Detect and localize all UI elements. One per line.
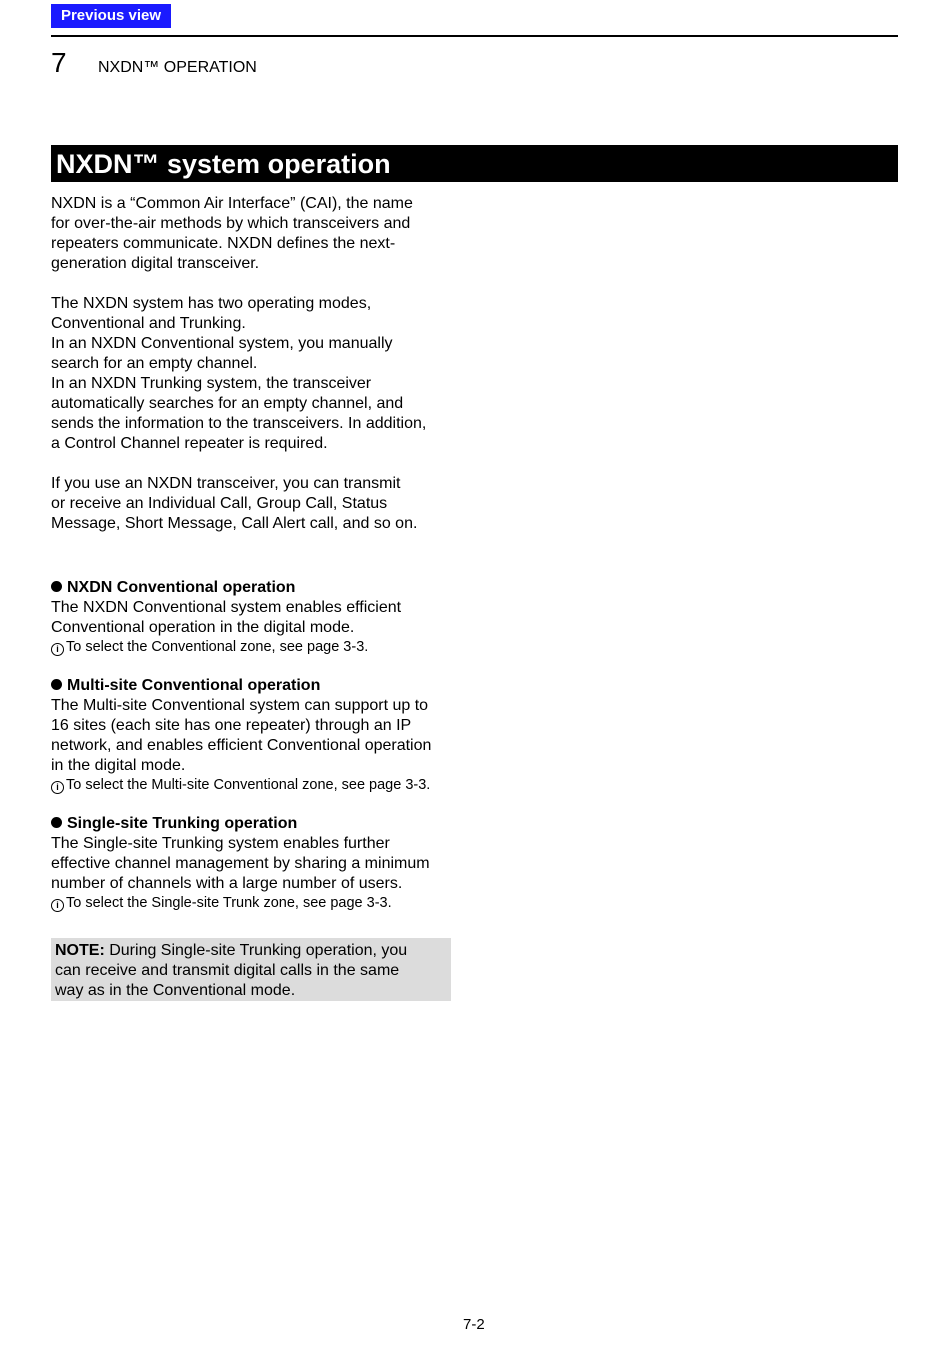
previous-view-button[interactable]: Previous view [51,4,171,28]
text-line: NOTE: During Single-site Trunking operation, you [55,942,408,959]
note-text [55,941,407,1001]
page-number: 7-2 [463,1316,485,1333]
subsection-multi-site [51,676,456,794]
bullet-icon [51,581,62,592]
text-line: Message, Short Message, Call Alert call, and so on. [51,515,418,532]
subsection-body [51,598,456,638]
text-line: way as in the Conventional mode. [55,982,296,999]
text-line: NXDN is a “Common Air Interface” (CAI), the name [51,195,413,212]
text-line: effective channel management by sharing a minimum [51,855,430,872]
text-line: automatically searches for an empty channel, and [51,395,404,412]
intro-paragraph-3 [51,474,456,534]
chapter-title: NXDN™ OPERATION [98,59,257,76]
subsection-single-site-trunking [51,814,456,912]
header-rule [51,35,898,37]
subsection-conventional [51,578,456,656]
subsection-heading: Single-site Trunking operation [51,814,456,834]
reference-note: i To select the Multi-site Conventional zone, see page 3-3. [51,776,456,794]
section-title-bar [51,145,898,182]
text-line: Conventional operation in the digital mode. [51,619,355,636]
text-line: for over-the-air methods by which transceivers and [51,215,411,232]
subsection-body [51,696,456,776]
text-line: repeaters communicate. NXDN defines the next- [51,235,396,252]
text-line: number of channels with a large number of users. [51,875,403,892]
text-line: network, and enables efficient Conventional operation [51,737,432,754]
intro-paragraph-1 [51,194,456,274]
text-line: a Control Channel repeater is required. [51,435,328,452]
note-box [51,938,451,1001]
intro-text [51,194,456,534]
info-icon: i [51,781,64,794]
text-line: The NXDN Conventional system enables efficient [51,599,402,616]
note-label: NOTE: [55,942,105,959]
bullet-icon [51,679,62,690]
text-line: sends the information to the transceivers. In addition, [51,415,427,432]
text-line: The Single-site Trunking system enables further [51,835,390,852]
text-line: Conventional and Trunking. [51,315,246,332]
subsection-heading: NXDN Conventional operation [51,578,456,598]
subsection-body [51,834,456,894]
text-line: generation digital transceiver. [51,255,260,272]
subsection-heading: Multi-site Conventional operation [51,676,456,696]
text-line: The Multi-site Conventional system can support up to [51,697,429,714]
bullet-icon [51,817,62,828]
text-line: 16 sites (each site has one repeater) through an IP [51,717,412,734]
reference-note: i To select the Single-site Trunk zone, see page 3-3. [51,894,456,912]
text-line: In an NXDN Conventional system, you manually [51,335,393,352]
text-line: search for an empty channel. [51,355,258,372]
section-title: NXDN™ system operation [56,149,391,179]
text-line: In an NXDN Trunking system, the transceiver [51,375,372,392]
text-line: in the digital mode. [51,757,186,774]
text-line: can receive and transmit digital calls in the same [55,962,400,979]
text-line: The NXDN system has two operating modes, [51,295,372,312]
info-icon: i [51,899,64,912]
reference-note: i To select the Conventional zone, see page 3-3. [51,638,456,656]
info-icon: i [51,643,64,656]
text-line: or receive an Individual Call, Group Call, Status [51,495,388,512]
intro-paragraph-2 [51,294,456,454]
chapter-number: 7 [51,47,67,78]
text-line: If you use an NXDN transceiver, you can transmit [51,475,401,492]
